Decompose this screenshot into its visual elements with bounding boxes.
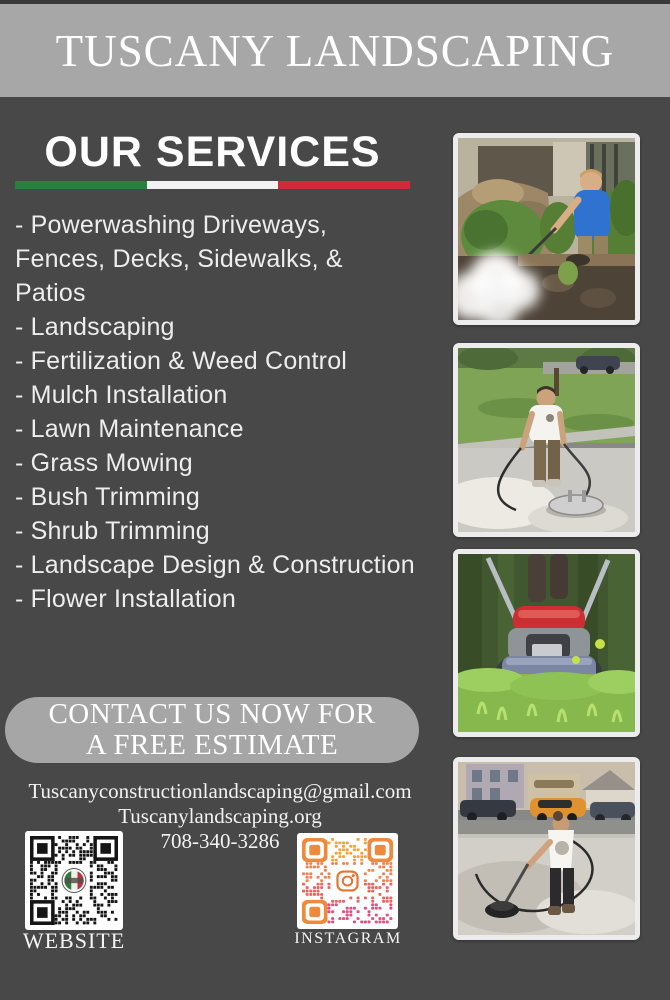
services-heading: OUR SERVICES: [44, 128, 381, 176]
lawn-mower-illustration: [458, 554, 635, 732]
qr-code-icon: [302, 838, 393, 924]
website-qr-code: [25, 831, 123, 930]
qr-code-icon: [30, 836, 118, 925]
website-qr-label: WEBSITE: [22, 928, 126, 953]
flag-white-stripe: [147, 181, 279, 189]
contact-phone: 708-340-3286: [160, 829, 280, 853]
instagram-qr-label: INSTAGRAM: [294, 930, 402, 947]
service-item: - Landscaping: [15, 313, 175, 341]
title-banner: [0, 4, 670, 97]
page-title: TUSCANY LANDSCAPING: [55, 25, 615, 76]
photo-powerwashing-stone-wall: [453, 133, 640, 325]
service-item: - Lawn Maintenance: [15, 415, 244, 443]
photo-powerwashing-driveway: [453, 757, 640, 940]
service-item: - Mulch Installation: [15, 381, 228, 409]
contact-website: Tuscanylandscaping.org: [118, 804, 322, 828]
photo-surface-cleaning-driveway: [453, 343, 640, 537]
flag-green-stripe: [15, 181, 147, 189]
service-item: - Bush Trimming: [15, 483, 200, 511]
photo-lawn-mowing: [453, 549, 640, 737]
service-item: - Grass Mowing: [15, 449, 193, 477]
italian-flag-divider: [15, 181, 410, 189]
contact-banner-line1: CONTACT US NOW FOR: [48, 698, 376, 730]
service-item: - Flower Installation: [15, 585, 236, 613]
contact-banner-line2: A FREE ESTIMATE: [85, 729, 339, 761]
flag-red-stripe: [278, 181, 410, 189]
powerwashing-stone-wall-illustration: [458, 138, 635, 320]
service-item: - Landscape Design & Construction: [15, 551, 415, 579]
service-item: - Fertilization & Weed Control: [15, 347, 348, 375]
service-item: - Shrub Trimming: [15, 517, 210, 545]
services-list: [15, 208, 415, 616]
service-item: - Powerwashing Driveways, Fences, Decks, Sidewalks, & Patios: [15, 211, 343, 307]
driveway-powerwash-illustration: [458, 762, 635, 935]
surface-cleaning-illustration: [458, 348, 635, 532]
contact-banner: [5, 697, 419, 763]
contact-email: Tuscanyconstructionlandscaping@gmail.com: [28, 779, 412, 803]
instagram-qr-code: [297, 833, 398, 929]
